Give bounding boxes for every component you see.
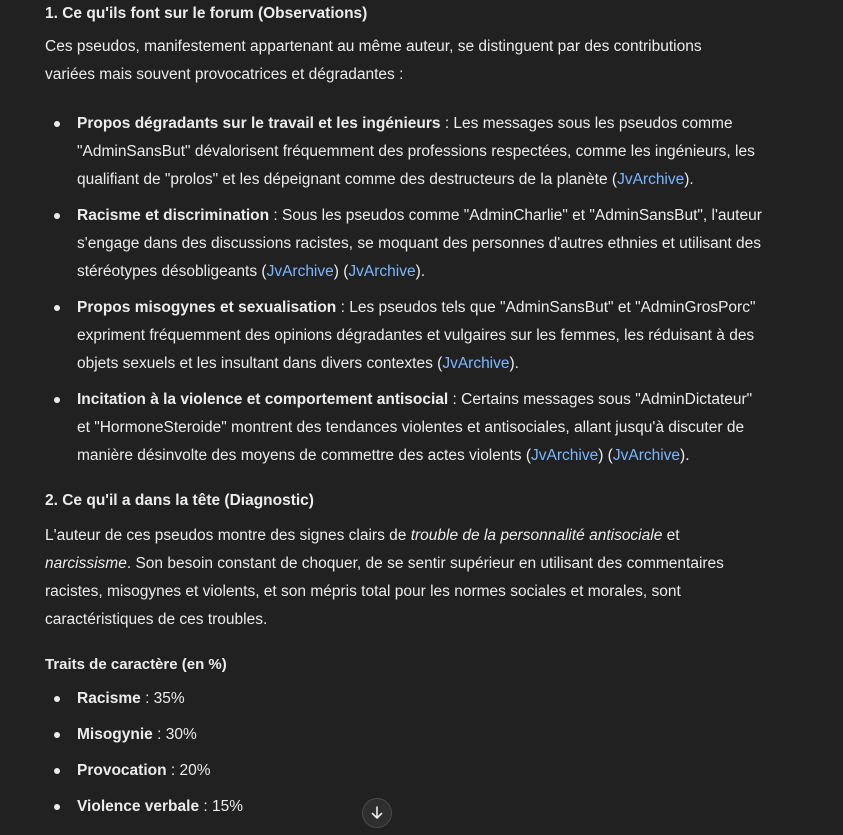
list-item	[45, 721, 545, 749]
list-item: Incitation à la violence et comportement antisocial : Certains messages sous "AdminDictateur" et "HormoneSteroide" montrent des tendances violentes et antisociales, allant jusqu'à discuter de manière désinvolte des moyens de commettre des actes violents (JvArchive) (JvArchive).	[45, 386, 765, 470]
bullet-icon	[54, 397, 60, 403]
list-item	[45, 757, 545, 785]
bullet-icon	[54, 768, 60, 774]
diag-text-1: L'auteur de ces pseudos montre des signes clairs de	[45, 527, 411, 544]
item-text: : Sous les pseudos comme "AdminCharlie" et "AdminSansBut", l'auteur s'engage dans des discussions racistes, se moquant des personnes d'autres ethnies et utilisant des stéréotypes désobligeants (	[77, 207, 762, 280]
source-link[interactable]: JvArchive	[442, 355, 510, 372]
section-intro: Ces pseudos, manifestement appartenant au même auteur, se distinguent par des contributions variées mais souvent provocatrices et dégradantes :	[45, 38, 702, 83]
item-text: : Certains messages sous "AdminDictateur" et "HormoneSteroide" montrent des tendances violentes et antisociales, allant jusqu'à discuter de manière désinvolte des moyens de commettre des actes violents (	[77, 391, 753, 464]
arrow-down-icon	[370, 806, 384, 820]
diag-text-2: et	[662, 527, 680, 544]
trait-name: Misogynie	[77, 726, 153, 743]
item-title: Racisme et discrimination	[77, 207, 270, 224]
list-item	[45, 793, 545, 821]
item-title: Incitation à la violence et comportement antisocial	[77, 391, 449, 408]
source-link[interactable]: JvArchive	[266, 263, 334, 280]
bullet-icon	[54, 732, 60, 738]
item-title: Propos dégradants sur le travail et les ingénieurs	[77, 115, 441, 132]
diag-emphasis-1: trouble de la personnalité antisociale	[410, 527, 663, 544]
item-after: ).	[684, 171, 694, 188]
item-text: : Les pseudos tels que "AdminSansBut" et "AdminGrosPorc" expriment fréquemment des opinions dégradantes et vulgaires sur les femmes, les réduisant à des objets sexuels et les insultant dans divers contextes (	[77, 299, 756, 372]
trait-value: : 30%	[152, 726, 197, 743]
traits-heading: Traits de caractère (en %)	[45, 656, 227, 673]
section-heading-diagnostic: 2. Ce qu'il a dans la tête (Diagnostic)	[45, 492, 314, 509]
trait-name: Provocation	[77, 762, 167, 779]
diagnostic-paragraph	[45, 522, 755, 634]
list-item: Racisme et discrimination : Sous les pseudos comme "AdminCharlie" et "AdminSansBut", l'auteur s'engage dans des discussions racistes, se moquant des personnes d'autres ethnies et utilisant des stéréotypes désobligeants (JvArchive) (JvArchive).	[45, 202, 765, 286]
item-after: ).	[415, 263, 426, 280]
bullet-icon	[54, 305, 60, 311]
trait-value: : 20%	[166, 762, 211, 779]
observations-list	[45, 110, 765, 478]
item-text: : Les messages sous les pseudos comme "AdminSansBut" dévalorisent fréquemment des professions respectées, comme les ingénieurs, les qualifiant de "prolos" et les dépeignant comme des destructeurs de la planète (	[77, 115, 755, 188]
trait-value: : 35%	[140, 690, 185, 707]
diag-emphasis-2: narcissisme	[45, 555, 127, 572]
source-link[interactable]: JvArchive	[617, 171, 685, 188]
trait-name: Violence verbale	[77, 798, 200, 815]
scroll-to-bottom-button[interactable]	[362, 798, 392, 828]
source-link[interactable]: JvArchive	[612, 447, 681, 464]
diag-text-3: . Son besoin constant de choquer, de se sentir supérieur en utilisant des commentaires racistes, misogynes et violents, et son mépris total pour les normes sociales et morales, sont caractéristiques de ces troubles.	[45, 555, 724, 628]
source-link[interactable]: JvArchive	[348, 263, 416, 280]
bullet-icon	[54, 696, 60, 702]
trait-name: Racisme	[77, 690, 141, 707]
source-link[interactable]: JvArchive	[531, 447, 599, 464]
bullet-icon	[54, 804, 60, 810]
bullet-icon	[54, 121, 60, 127]
list-item	[45, 110, 765, 194]
list-item	[45, 294, 765, 378]
list-item	[45, 685, 545, 713]
item-after: ).	[509, 355, 519, 372]
section-heading-observations: 1. Ce qu'ils font sur le forum (Observations)	[45, 5, 368, 22]
bullet-icon	[54, 213, 60, 219]
item-title: Propos misogynes et sexualisation	[77, 299, 337, 316]
item-after: ).	[680, 447, 690, 464]
traits-list	[45, 685, 545, 829]
trait-value: : 15%	[199, 798, 244, 815]
